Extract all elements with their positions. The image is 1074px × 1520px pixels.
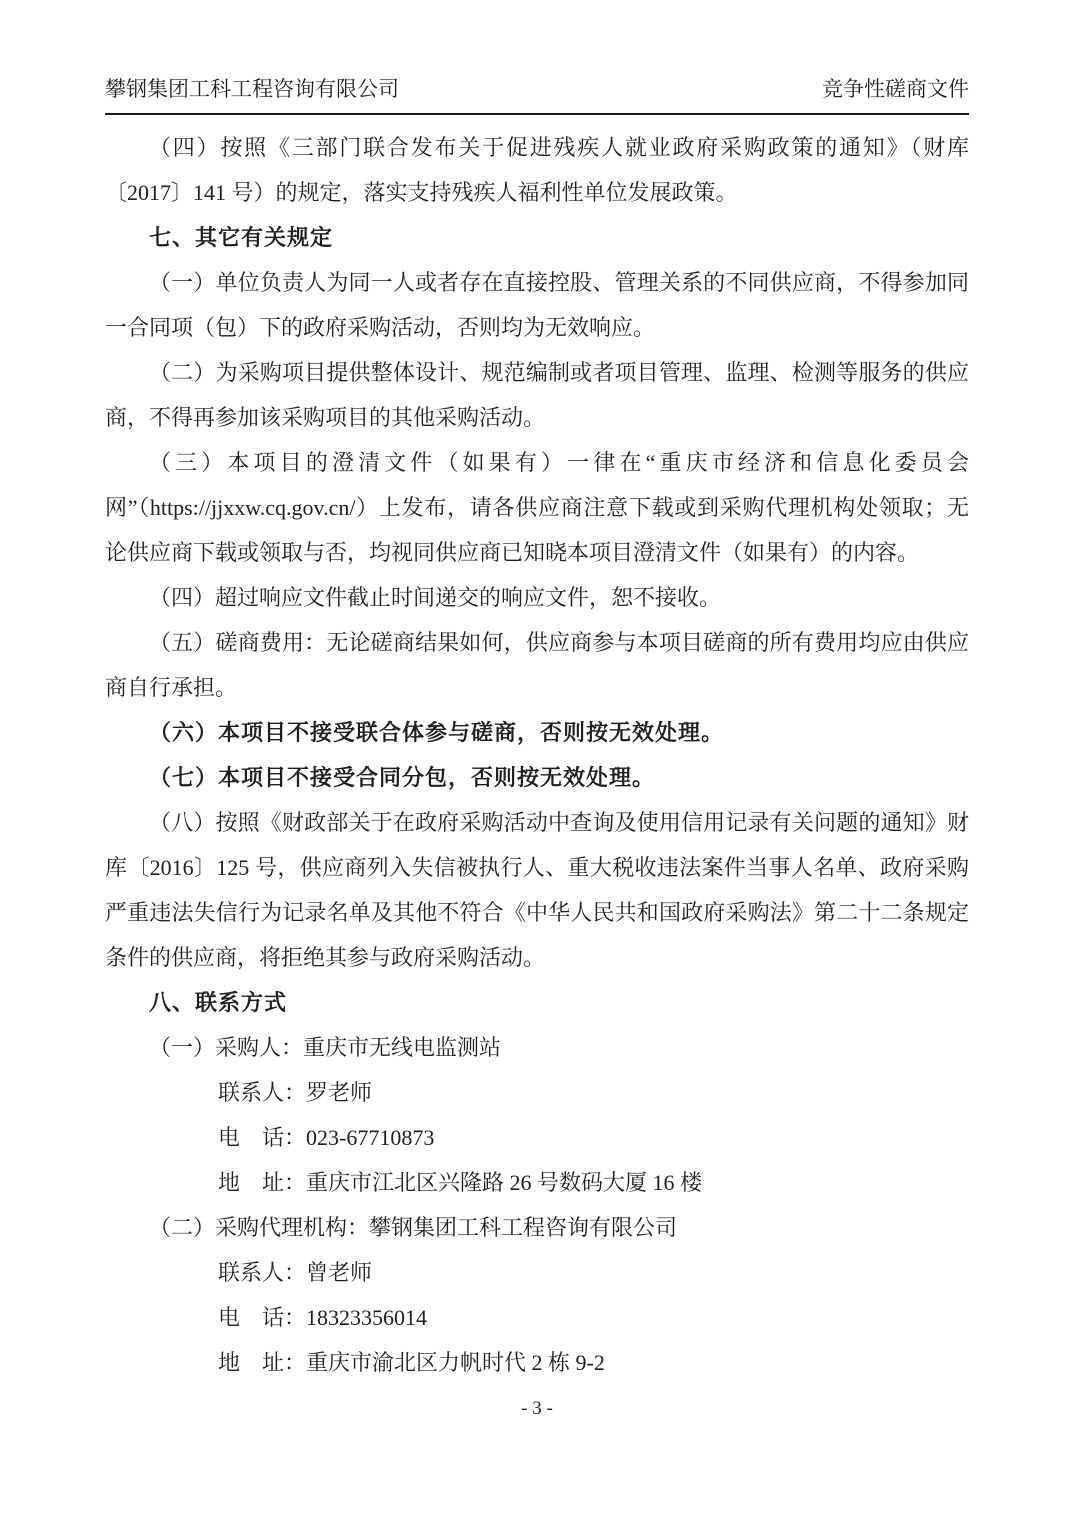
paragraph-rule-5-fees: （五）磋商费用：无论磋商结果如何，供应商参与本项目磋商的所有费用均应由供应商自行承担。 bbox=[105, 630, 969, 700]
page-footer bbox=[0, 1396, 1074, 1422]
contact-purchaser: （一）采购人：重庆市无线电监测站 bbox=[149, 1035, 502, 1060]
contact-agency-person: 联系人：曾老师 bbox=[218, 1260, 373, 1285]
contact-agency-address: 地 址：重庆市渝北区力帆时代 2 栋 9-2 bbox=[218, 1350, 605, 1375]
header-doc-type: 竞争性磋商文件 bbox=[822, 77, 969, 101]
paragraph-rule-7-no-subcontract: （七）本项目不接受合同分包，否则按无效处理。 bbox=[149, 765, 656, 790]
paragraph-rule-8-credit-record: （八）按照《财政部关于在政府采购活动中查询及使用信用记录有关问题的通知》财库〔2016〕125 号，供应商列入失信被执行人、重大税收违法案件当事人名单、政府采购严重违法失信行为记录名单及其他不符合《中华人民共和国政府采购法》第二十二条规定条件的供应商，将拒绝其参与政府采购活动。 bbox=[105, 810, 969, 970]
page-header bbox=[105, 76, 969, 115]
contact-purchaser-address: 地 址：重庆市江北区兴隆路 26 号数码大厦 16 楼 bbox=[218, 1170, 703, 1195]
contact-agency-phone: 电 话：18323356014 bbox=[218, 1305, 428, 1330]
contact-agency: （二）采购代理机构：攀钢集团工科工程咨询有限公司 bbox=[149, 1215, 678, 1240]
paragraph-rule-6-no-consortium: （六）本项目不接受联合体参与磋商，否则按无效处理。 bbox=[149, 720, 725, 745]
paragraph-rule-2: （二）为采购项目提供整体设计、规范编制或者项目管理、监理、检测等服务的供应商，不得再参加该采购项目的其他采购活动。 bbox=[105, 360, 969, 430]
paragraph-rule-3-clarification: （三）本项目的澄清文件（如果有）一律在“重庆市经济和信息化委员会网”（https://jjxxw.cq.gov.cn/）上发布，请各供应商注意下载或到采购代理机构处领取；无论供应商下载或领取与否，均视同供应商已知晓本项目澄清文件（如果有）的内容。 bbox=[105, 450, 969, 565]
paragraph-rule-1: （一）单位负责人为同一人或者存在直接控股、管理关系的不同供应商，不得参加同一合同项（包）下的政府采购活动，否则均为无效响应。 bbox=[105, 270, 969, 340]
page-number: - 3 - bbox=[521, 1398, 553, 1419]
header-company: 攀钢集团工科工程咨询有限公司 bbox=[105, 77, 399, 101]
document-body bbox=[105, 125, 969, 1385]
section-heading-other-rules: 七、其它有关规定 bbox=[149, 225, 334, 250]
paragraph-rule-4-deadline: （四）超过响应文件截止时间递交的响应文件，恕不接收。 bbox=[149, 585, 722, 610]
paragraph-residual-policy: （四）按照《三部门联合发布关于促进残疾人就业政府采购政策的通知》（财库〔2017〕141 号）的规定，落实支持残疾人福利性单位发展政策。 bbox=[105, 135, 969, 205]
contact-purchaser-person: 联系人：罗老师 bbox=[218, 1080, 373, 1105]
contact-purchaser-phone: 电 话：023-67710873 bbox=[218, 1125, 435, 1150]
section-heading-contact: 八、联系方式 bbox=[149, 990, 288, 1015]
